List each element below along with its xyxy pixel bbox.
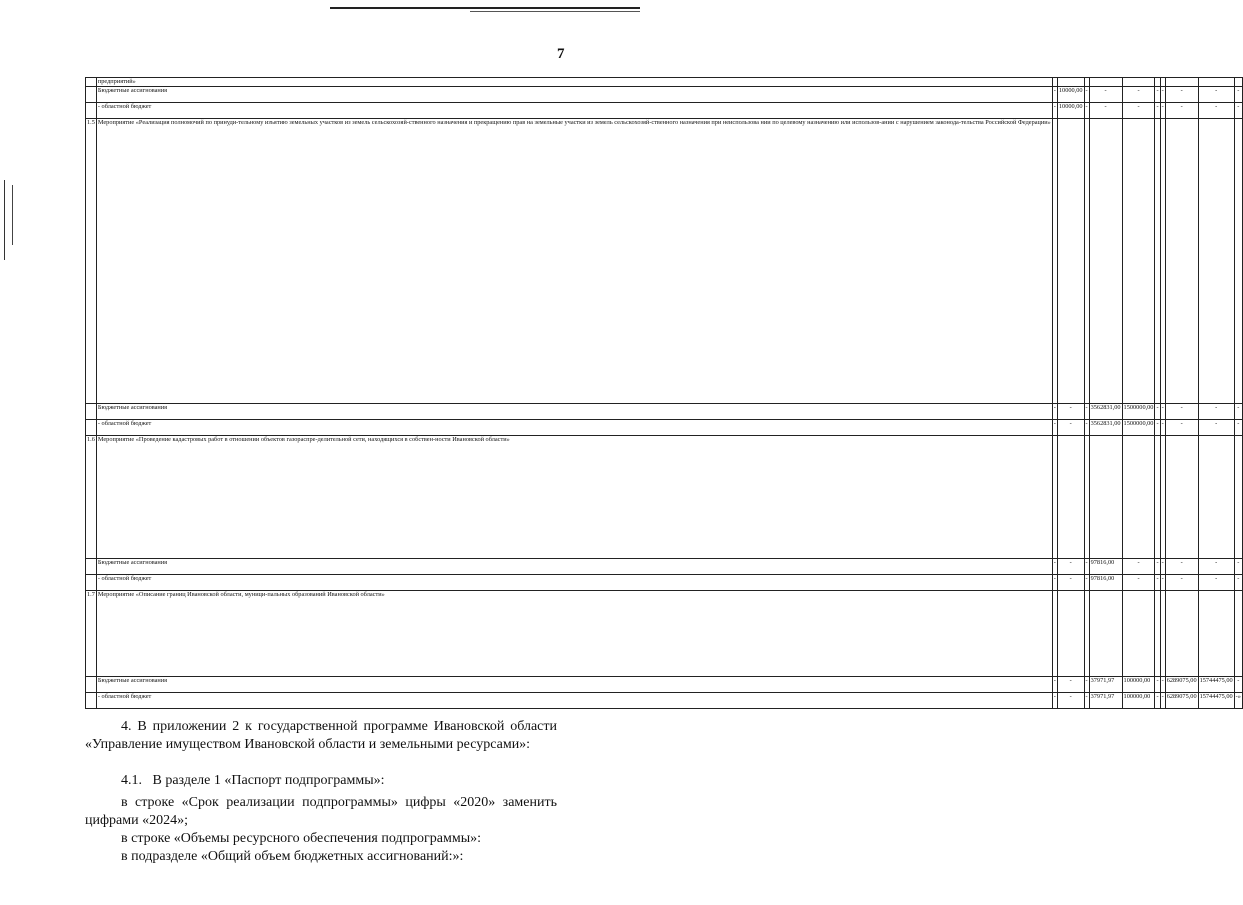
value-cell: -	[1165, 559, 1198, 575]
paragraph-4: 4. В приложении 2 к государственной программе Ивановской области «Управление имуществом Ивановской области и земельными ресурсами»:	[85, 719, 557, 752]
value-cell: -	[1084, 559, 1089, 575]
row-number	[86, 420, 97, 436]
value-cell: -»	[1234, 693, 1242, 709]
value-cell	[1057, 119, 1084, 404]
budget-row	[86, 677, 1243, 693]
value-cell	[1122, 78, 1155, 87]
value-cell: -	[1057, 420, 1084, 436]
value-cell: -	[1198, 87, 1234, 103]
value-cell	[1234, 78, 1242, 87]
value-cell: 1500000,00	[1122, 420, 1155, 436]
value-cell: -	[1052, 87, 1057, 103]
paragraph-term-line-2: цифрами «2024»;	[85, 813, 189, 828]
value-cell: -	[1052, 677, 1057, 693]
value-cell: -	[1052, 693, 1057, 709]
value-cell: -	[1160, 693, 1165, 709]
row-number	[86, 677, 97, 693]
row-number	[86, 693, 97, 709]
row-number	[86, 404, 97, 420]
value-cell: -	[1057, 677, 1084, 693]
value-cell	[1057, 436, 1084, 559]
value-cell	[1089, 436, 1122, 559]
value-cell	[1198, 119, 1234, 404]
value-cell: -	[1234, 420, 1242, 436]
value-cell	[1089, 78, 1122, 87]
value-cell: -	[1198, 575, 1234, 591]
value-cell: 3562831,00	[1089, 404, 1122, 420]
value-cell: -	[1234, 575, 1242, 591]
value-cell: -	[1155, 677, 1160, 693]
value-cell: -	[1084, 575, 1089, 591]
value-cell: -	[1052, 559, 1057, 575]
paragraph-resources: в строке «Объемы ресурсного обеспечения подпрограммы»:	[121, 831, 482, 846]
row-number	[86, 87, 97, 103]
value-cell: 37971,97	[1089, 693, 1122, 709]
row-name: Бюджетные ассигнования	[96, 87, 1052, 103]
value-cell: -	[1165, 575, 1198, 591]
value-cell: 6289075,00	[1165, 677, 1198, 693]
value-cell: -	[1160, 87, 1165, 103]
value-cell: -	[1234, 677, 1242, 693]
row-number: 1.6	[86, 436, 97, 559]
value-cell: -	[1084, 420, 1089, 436]
row-name: - областной бюджет	[96, 103, 1052, 119]
value-cell	[1089, 591, 1122, 677]
value-cell: 100000,00	[1122, 693, 1155, 709]
value-cell: 10000,00	[1057, 103, 1084, 119]
row-name: Бюджетные ассигнования	[96, 559, 1052, 575]
value-cell: 10000,00	[1057, 87, 1084, 103]
value-cell: -	[1084, 677, 1089, 693]
value-cell: -	[1198, 103, 1234, 119]
value-cell	[1057, 78, 1084, 87]
value-cell: 97816,00	[1089, 559, 1122, 575]
measure-row	[86, 119, 1243, 404]
row-number	[86, 78, 97, 87]
value-cell: 1500000,00	[1122, 404, 1155, 420]
value-cell	[1122, 591, 1155, 677]
row-number	[86, 103, 97, 119]
value-cell	[1198, 78, 1234, 87]
value-cell: 15744475,00	[1198, 677, 1234, 693]
value-cell: -	[1155, 575, 1160, 591]
value-cell	[1234, 591, 1242, 677]
value-cell: -	[1234, 87, 1242, 103]
row-name: Мероприятие «Описание границ Ивановской области, муници-пальных образований Ивановской области»	[96, 591, 1052, 677]
value-cell: 3562831,00	[1089, 420, 1122, 436]
value-cell: -	[1089, 87, 1122, 103]
row-number: 1.5	[86, 119, 97, 404]
budget-row	[86, 404, 1243, 420]
value-cell: -	[1165, 404, 1198, 420]
value-cell: 37971,97	[1089, 677, 1122, 693]
value-cell: 97816,00	[1089, 575, 1122, 591]
value-cell: -	[1160, 420, 1165, 436]
value-cell: -	[1155, 420, 1160, 436]
value-cell	[1165, 436, 1198, 559]
value-cell: -	[1057, 575, 1084, 591]
page-number: 7	[557, 46, 565, 62]
row-name: предприятий»	[96, 78, 1052, 87]
value-cell: -	[1084, 87, 1089, 103]
budget-table	[85, 77, 1243, 709]
value-cell: -	[1234, 103, 1242, 119]
paragraph-term-line-1: в строке «Срок реализации подпрограммы» цифры «2020» заменить	[121, 795, 557, 810]
value-cell: -	[1052, 103, 1057, 119]
value-cell	[1165, 78, 1198, 87]
measure-row	[86, 591, 1243, 677]
row-name: Мероприятие «Реализация полномочий по принуди-тельному изъятию земельных участков из земель сельскохозяй-ственного назначения и прекращению прав на земельные участки из земель сельскохозяй-ственного назначения при неиспользова нии по целевому назначению или использов-ании с нарушением законода-тельства Российской Федерации»	[96, 119, 1052, 404]
value-cell: -	[1160, 677, 1165, 693]
budget-row	[86, 87, 1243, 103]
value-cell	[1122, 119, 1155, 404]
value-cell	[1198, 591, 1234, 677]
value-cell: -	[1057, 693, 1084, 709]
header-rule-secondary	[470, 11, 640, 12]
value-cell: -	[1052, 575, 1057, 591]
row-name: - областной бюджет	[96, 420, 1052, 436]
value-cell	[1234, 436, 1242, 559]
value-cell: -	[1122, 575, 1155, 591]
value-cell: -	[1165, 87, 1198, 103]
value-cell: -	[1084, 693, 1089, 709]
value-cell: -	[1155, 693, 1160, 709]
value-cell	[1165, 591, 1198, 677]
row-name: - областной бюджет	[96, 575, 1052, 591]
row-number	[86, 575, 97, 591]
value-cell: -	[1155, 559, 1160, 575]
value-cell	[1057, 591, 1084, 677]
value-cell: -	[1122, 559, 1155, 575]
value-cell	[1234, 119, 1242, 404]
row-name: Бюджетные ассигнования	[96, 677, 1052, 693]
value-cell: 15744475,00	[1198, 693, 1234, 709]
value-cell: -	[1165, 103, 1198, 119]
value-cell: -	[1155, 103, 1160, 119]
row-number: 1.7	[86, 591, 97, 677]
row-number	[86, 559, 97, 575]
value-cell: -	[1155, 404, 1160, 420]
value-cell: -	[1084, 103, 1089, 119]
value-cell: -	[1052, 420, 1057, 436]
row-name: Мероприятие «Проведение кадастровых работ в отношении объектов газораспре-делительной сети, находящихся в собствен-ности Ивановской области»	[96, 436, 1052, 559]
value-cell: -	[1198, 420, 1234, 436]
budget-row	[86, 420, 1243, 436]
budget-row	[86, 559, 1243, 575]
value-cell: -	[1057, 404, 1084, 420]
value-cell: -	[1089, 103, 1122, 119]
value-cell: -	[1160, 103, 1165, 119]
value-cell: 6289075,00	[1165, 693, 1198, 709]
scan-edge-mark	[4, 180, 5, 260]
budget-row	[86, 693, 1243, 709]
value-cell	[1198, 436, 1234, 559]
scan-edge-mark	[12, 185, 13, 245]
value-cell	[1122, 436, 1155, 559]
value-cell: -	[1052, 404, 1057, 420]
value-cell: -	[1198, 404, 1234, 420]
value-cell: -	[1084, 404, 1089, 420]
value-cell: -	[1155, 87, 1160, 103]
row-name: Бюджетные ассигнования	[96, 404, 1052, 420]
paragraph-total-volume: в подразделе «Общий объем бюджетных ассигнований:»:	[121, 849, 464, 864]
value-cell: -	[1122, 87, 1155, 103]
value-cell: -	[1160, 559, 1165, 575]
value-cell	[1165, 119, 1198, 404]
budget-row	[86, 575, 1243, 591]
value-cell	[1089, 119, 1122, 404]
value-cell: -	[1234, 559, 1242, 575]
value-cell: -	[1160, 404, 1165, 420]
value-cell: 100000,00	[1122, 677, 1155, 693]
value-cell: -	[1165, 420, 1198, 436]
measure-row	[86, 436, 1243, 559]
value-cell: -	[1057, 559, 1084, 575]
value-cell: -	[1198, 559, 1234, 575]
value-cell: -	[1160, 575, 1165, 591]
header-rule	[330, 7, 640, 9]
paragraph-4-1: 4.1. В разделе 1 «Паспорт подпрограммы»:	[121, 773, 385, 788]
budget-row	[86, 103, 1243, 119]
row-name: - областной бюджет	[96, 693, 1052, 709]
measure-row	[86, 78, 1243, 87]
value-cell: -	[1122, 103, 1155, 119]
value-cell: -	[1234, 404, 1242, 420]
